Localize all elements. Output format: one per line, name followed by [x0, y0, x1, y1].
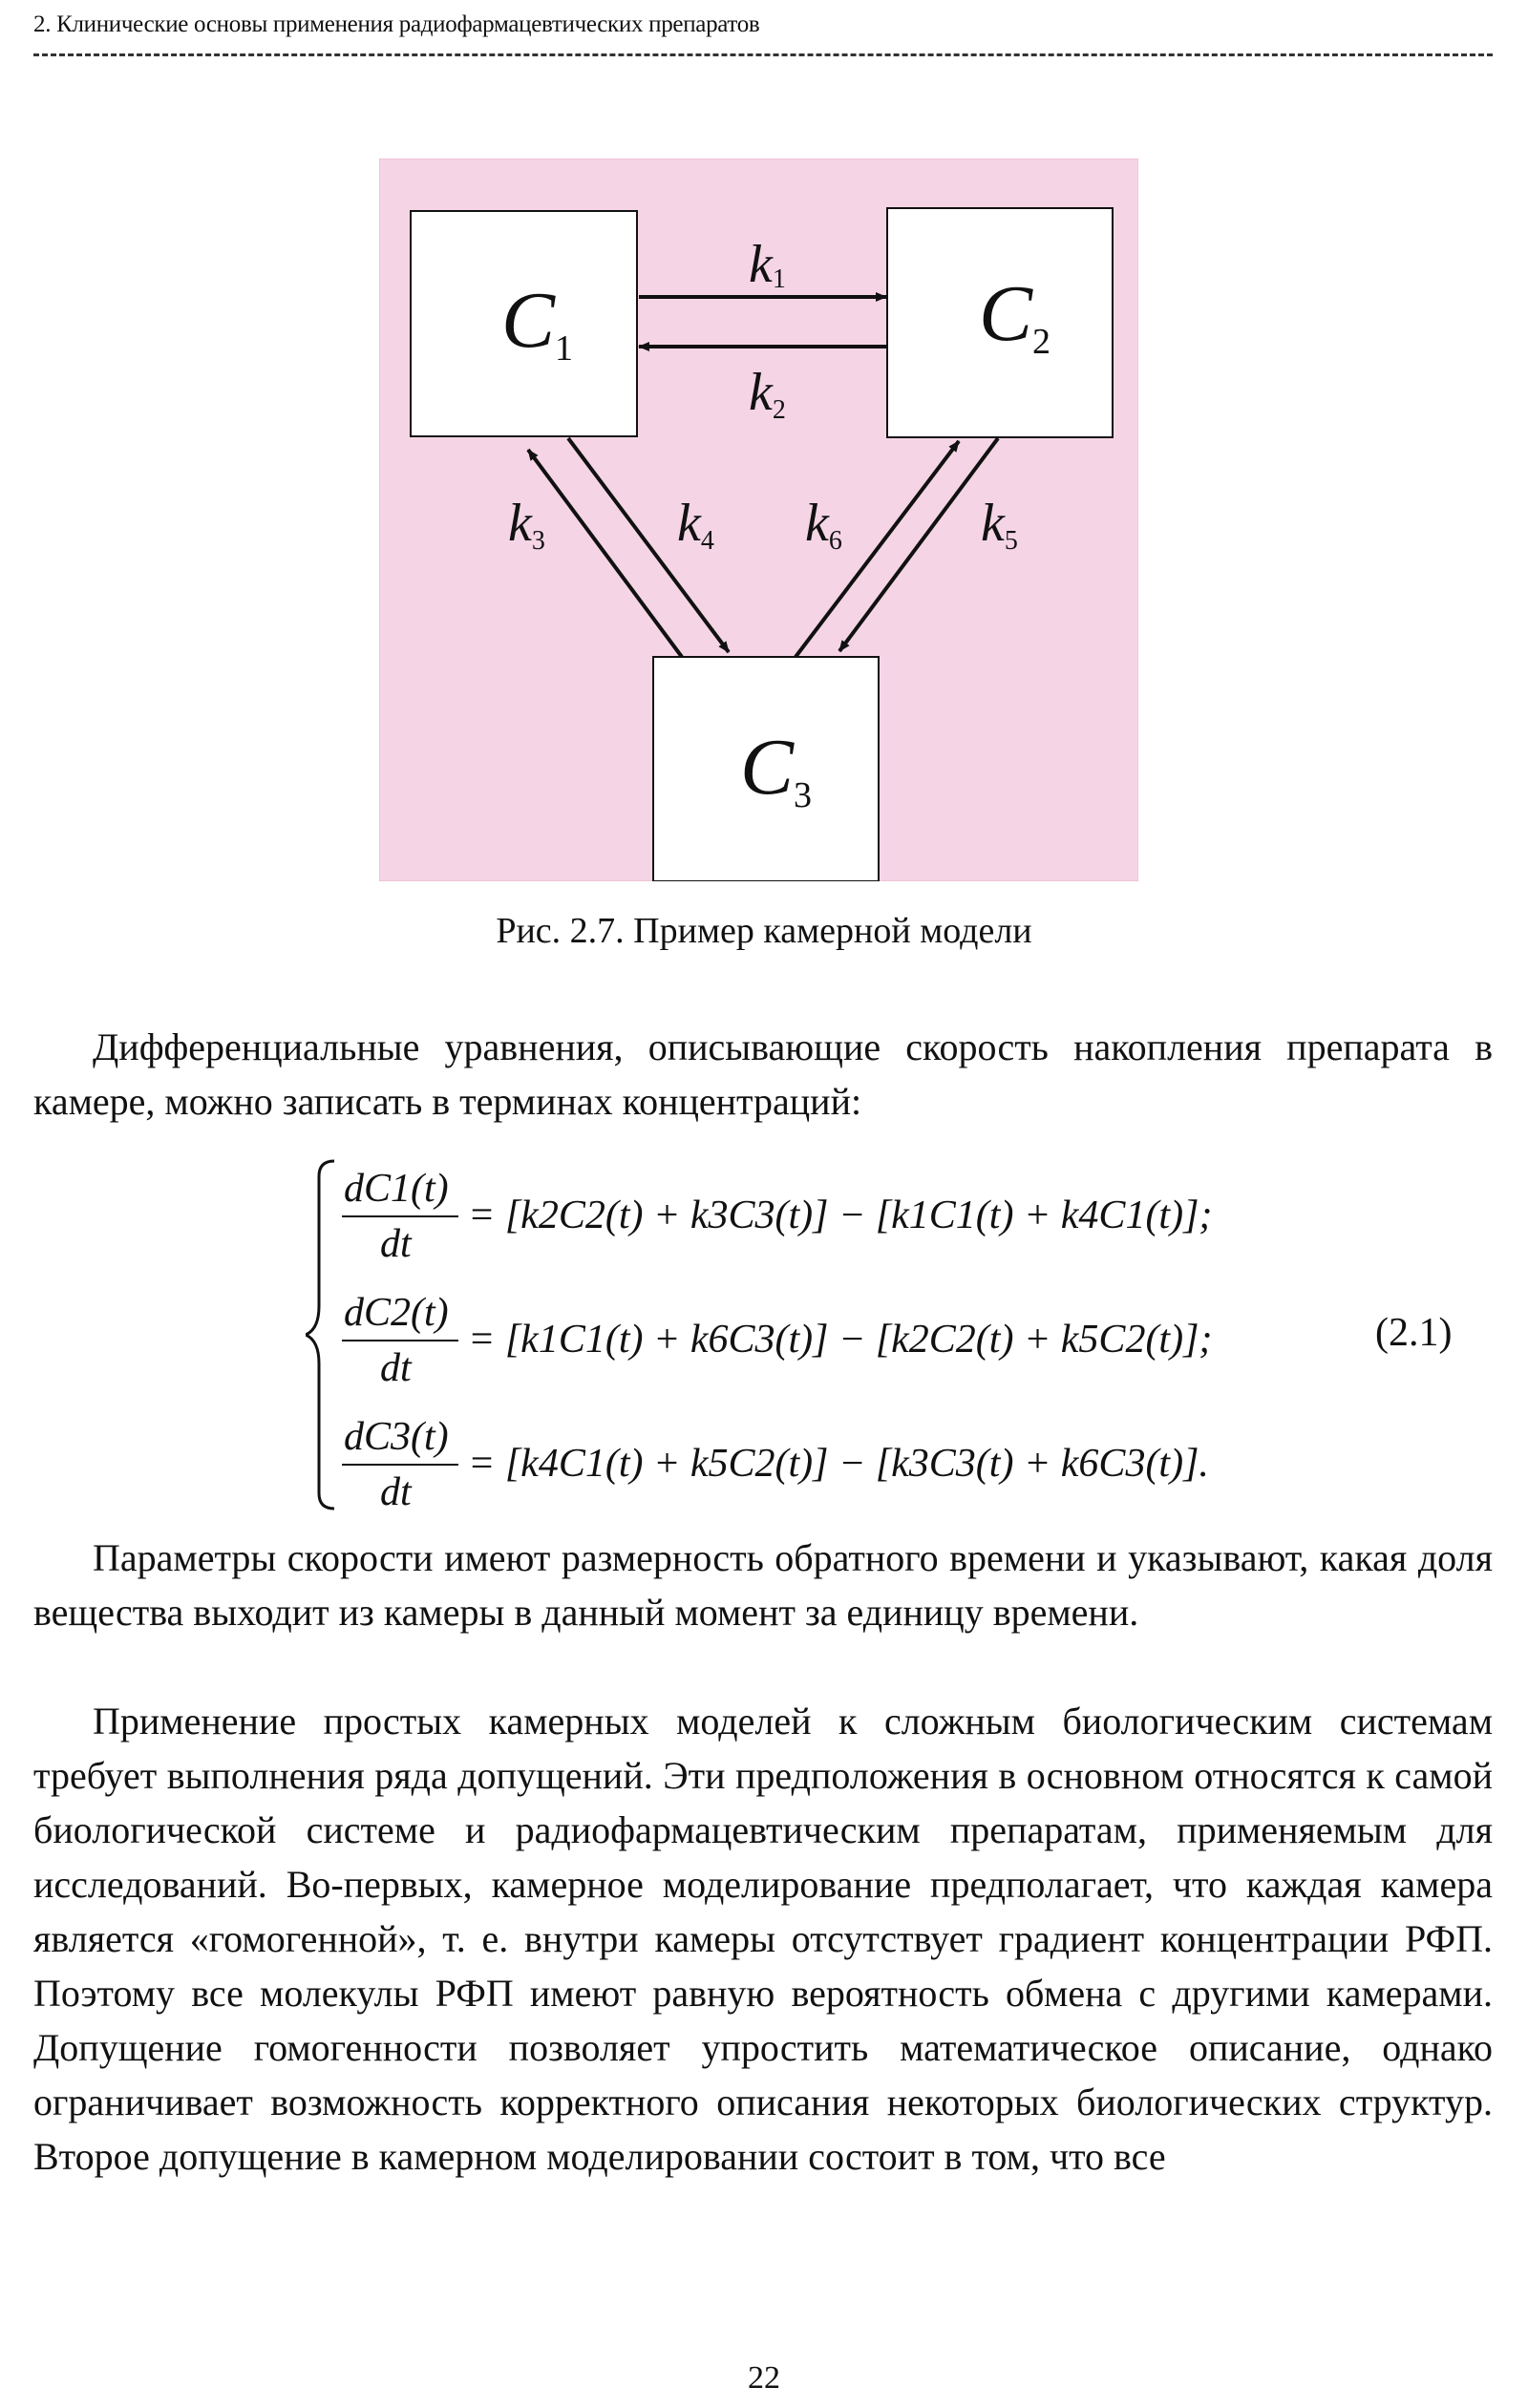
eq1-right-side: = [k2C2(t) + k3C3(t)] − [k1C1(t) + k4C1(t)]; — [468, 1193, 1213, 1237]
equation-system — [306, 1153, 1213, 1516]
paragraph-intro — [33, 1020, 1493, 1129]
compartment-model-figure — [379, 158, 1138, 881]
rate-label-k4: k4 — [677, 494, 714, 556]
compartment-c2-label: C2 — [979, 269, 1051, 362]
page-number: 22 — [748, 2360, 780, 2396]
equation-number: (2.1) — [1375, 1311, 1453, 1355]
running-head: 2. Клинические основы применения радиофармацевтических препаратов — [33, 11, 760, 37]
paragraph-assumptions — [33, 1694, 1493, 2184]
rate-label-k6: k6 — [805, 494, 842, 556]
rate-label-k1: k1 — [749, 235, 786, 294]
paragraph-rate-parameters — [33, 1531, 1493, 1639]
eq1-denominator: dt — [380, 1222, 412, 1266]
rate-label-k3: k3 — [508, 494, 545, 556]
compartment-c3-subscript: 3 — [794, 775, 813, 815]
paragraph-intro-text: Дифференциальные уравнения, описывающие скорость накопления препарата в камере, можно записать в терминах концентраций: — [33, 1025, 1493, 1123]
rate-label-k5: k5 — [981, 494, 1018, 556]
eq1-numerator: dC1(t) — [344, 1167, 449, 1211]
eq3-numerator: dC3(t) — [344, 1415, 449, 1459]
eq2-denominator: dt — [380, 1346, 412, 1390]
eq2-right-side: = [k1C1(t) + k6C3(t)] − [k2C2(t) + k5C2(t)]; — [468, 1318, 1213, 1362]
compartment-c1-label: C1 — [501, 276, 574, 369]
compartment-c2-subscript: 2 — [1032, 322, 1051, 362]
paragraph-assumptions-text: Применение простых камерных моделей к сложным биологическим системам требует выполнения ряда допущений. Эти предположения в основном относятся к самой биологической системе и радиофармацевтическим препаратам, применяемым для исследований. Во-первых, камерное моделирование предполагает, что каждая камера является «гомогенной», т. е. внутри камеры отсутствует градиент концентрации РФП. Поэтому все молекулы РФП имеют равную вероятность обмена с другими камерами. Допущение гомогенности позволяет упростить математическое описание, однако ограничивает возможность корректного описания некоторых биологических структур. Второе допущение в камерном моделировании состоит в том, что все — [33, 1700, 1493, 2178]
eq3-right-side: = [k4C1(t) + k5C2(t)] − [k3C3(t) + k6C3(t)]. — [468, 1442, 1209, 1486]
eq2-numerator: dC2(t) — [344, 1291, 449, 1335]
compartment-c3-label: C3 — [740, 723, 813, 815]
eq3-denominator: dt — [380, 1470, 412, 1514]
paragraph-rate-parameters-text: Параметры скорости имеют размерность обратного времени и указывают, какая доля вещества выходит из камеры в данный момент за единицу времени. — [33, 1536, 1493, 1634]
header-dashed-rule — [33, 53, 1493, 56]
compartment-c1-subscript: 1 — [555, 328, 574, 369]
rate-label-k2: k2 — [749, 363, 786, 425]
figure-caption: Рис. 2.7. Пример камерной модели — [496, 911, 1032, 951]
equation-brace — [306, 1161, 334, 1509]
